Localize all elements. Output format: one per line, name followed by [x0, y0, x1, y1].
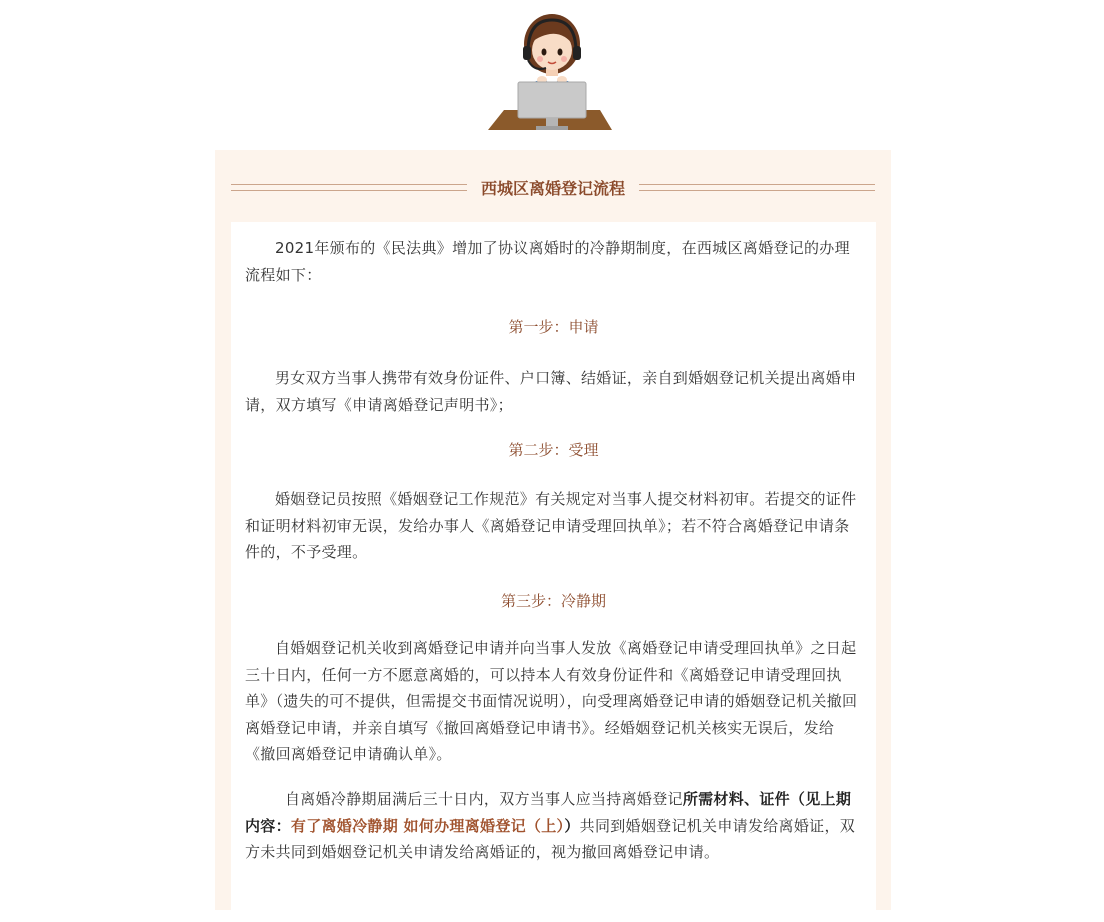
- customer-service-agent-icon: [484, 6, 620, 132]
- previous-issue-link[interactable]: 有了离婚冷静期 如何办理离婚登记（上）: [290, 816, 565, 835]
- step-1-title: 第一步：申请: [508, 318, 599, 336]
- title-row: [231, 172, 875, 202]
- step-1-paragraph: 男女双方当事人携带有效身份证件、户口簿、结婚证，亲自到婚姻登记机关提出离婚申请，双方填写《申请离婚登记声明书》；: [245, 369, 857, 414]
- step-2-paragraph: 婚姻登记员按照《婚姻登记工作规范》有关规定对当事人提交材料初审。若提交的证件和证明材料初审无误，发给办事人《离婚登记申请受理回执单》；若不符合离婚登记申请条件的，不予受理。: [245, 490, 857, 561]
- step-2-heading: [231, 438, 876, 462]
- step-2-title: 第二步：受理: [508, 441, 599, 459]
- page-title: 西城区离婚登记流程: [481, 178, 626, 198]
- step-3-paragraph: 自婚姻登记机关收到离婚登记申请并向当事人发放《离婚登记申请受理回执单》之日起三十日内，任何一方不愿意离婚的，可以持本人有效身份证件和《离婚登记申请受理回执单》（遗失的可不提供，但需提交书面情况说明），向受理离婚登记申请的婚姻登记机关撤回离婚登记申请，并亲自填写《撤回离婚登记申请书》。经婚姻登记机关核实无误后，发给《撤回离婚登记申请确认单》。: [245, 639, 858, 763]
- final-text-pre: 自离婚冷静期届满后三十日内，双方当事人应当持离婚登记: [285, 790, 683, 808]
- final-text-post: 共同到婚姻登记机关申请发给离婚证，双方未共同到婚姻登记机关申请发给离婚证的，视为撤回离婚登记申请。: [245, 816, 856, 861]
- content-card: [231, 222, 876, 922]
- final-text-bold-b: ）: [564, 816, 580, 835]
- intro-paragraph: 2021年颁布的《民法典》增加了协议离婚时的冷静期制度，在西城区离婚登记的办理流程如下：: [245, 239, 850, 284]
- step-3-heading: [231, 589, 876, 613]
- step-1-heading: [231, 315, 876, 339]
- title-rule-left: [231, 184, 467, 191]
- title-rule-right: [639, 184, 875, 191]
- step-3-title: 第三步：冷静期: [500, 592, 606, 610]
- final-paragraph: [245, 786, 860, 866]
- content-panel: [215, 150, 891, 910]
- final-text-bold-a: 所需材料、证件（见上期内容：: [245, 790, 852, 835]
